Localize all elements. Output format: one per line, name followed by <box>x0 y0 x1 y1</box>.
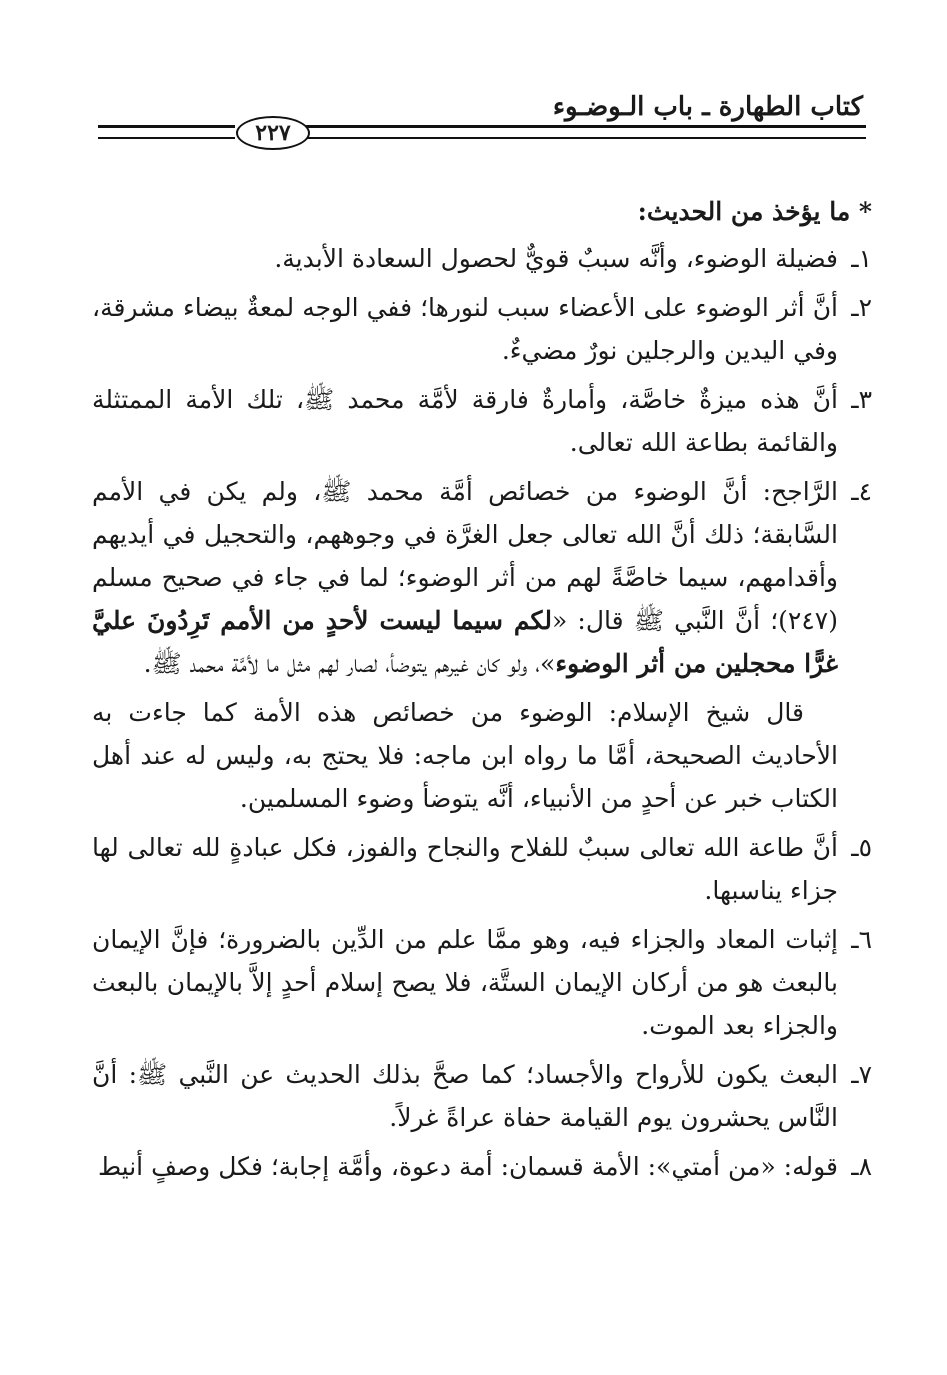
item-number: ٢ـ <box>851 293 872 322</box>
list-item <box>92 1145 872 1188</box>
header-rule-left <box>98 125 235 139</box>
item-text: قوله: «من أمتي»: الأمة قسمان: أمة دعوة، وأمَّة إجابة؛ فكل وصفٍ أنيط <box>97 1152 838 1181</box>
item-text: أنَّ طاعة الله تعالى سببٌ للفلاح والنجاح والفوز، فكل عبادةٍ لله تعالى لها جزاء يناسبها. <box>92 833 838 905</box>
item-text: البعث يكون للأرواح والأجساد؛ كما صحَّ بذلك الحديث عن النَّبي ﷺ: أنَّ النَّاس يحشرون يوم القيامة حفاة عراةً غرلاً. <box>92 1060 838 1132</box>
header-rule-right <box>306 125 866 139</box>
list-item <box>92 470 872 685</box>
item-text: أنَّ هذه ميزةٌ خاصَّة، وأمارةٌ فارقة لأمَّة محمد ﷺ، تلك الأمة الممتثلة والقائمة بطاعة الله تعالى. <box>92 385 838 457</box>
item-number: ٦ـ <box>851 925 872 954</box>
section-title: * ما يؤخذ من الحديث: <box>637 197 872 226</box>
item-text: إثبات المعاد والجزاء فيه، وهو ممَّا علم من الدِّين بالضرورة؛ فإنَّ الإيمان بالبعث هو من أركان الإيمان الستَّة، فلا يصح إسلام أحدٍ إلاَّ بالإيمان بالبعث والجزاء بعد الموت. <box>92 925 838 1040</box>
item-number: ٥ـ <box>851 833 872 862</box>
item-number: ١ـ <box>851 244 872 273</box>
item-number: ٣ـ <box>851 385 872 414</box>
item-text: فضيلة الوضوء، وأنَّه سببٌ قويٌّ لحصول السعادة الأبدية. <box>274 244 838 273</box>
list-item <box>92 286 872 372</box>
list-item <box>92 378 872 464</box>
hadith-quote: لكم سيما ليست لأحدٍ من الأمم تَرِدُونَ عليَّ غرًّا محجلين من أثر الوضوء <box>92 606 838 678</box>
item-text-b: »، ولو كان غيرهم يتوضأ، لصار لهم مثل ما لأمَّة محمد ﷺ. <box>143 649 556 678</box>
page-body <box>92 190 872 1194</box>
running-head: كتاب الطهارة ـ باب الـوضـوء <box>552 92 863 122</box>
list-item <box>92 237 872 280</box>
item-number: ٨ـ <box>851 1152 872 1181</box>
list-item <box>92 826 872 912</box>
quote-paragraph: قال شيخ الإسلام: الوضوء من خصائص هذه الأمة كما جاءت به الأحاديث الصحيحة، أمَّا ما رواه ابن ماجه: فلا يحتج به، وليس له عند أهل الكتاب خبر عن أحدٍ من الأنبياء، أنَّه يتوضأ وضوء المسلمين. <box>92 698 838 813</box>
item-number: ٧ـ <box>851 1060 872 1089</box>
list-item <box>92 1053 872 1139</box>
item-text: أنَّ أثر الوضوء على الأعضاء سبب لنورها؛ ففي الوجه لمعةٌ بيضاء مشرقة، وفي اليدين والرجلين نورٌ مضيءٌ. <box>92 293 838 365</box>
list-item <box>92 918 872 1047</box>
item-number: ٤ـ <box>851 477 872 506</box>
page-number: ٢٢٧ <box>236 116 310 150</box>
item-text-a: الرَّاجح: أنَّ الوضوء من خصائص أمَّة محمد ﷺ، ولم يكن في الأمم السَّابقة؛ ذلك أنَّ الله تعالى جعل الغرَّة في وجوههم، والتحجيل في أيديهم وأقدامهم، سيما خاصَّةً لهم من أثر الوضوء؛ لما في جاء في صحيح مسلم (٢٤٧)؛ أنَّ النَّبي ﷺ قال: « <box>92 477 838 635</box>
